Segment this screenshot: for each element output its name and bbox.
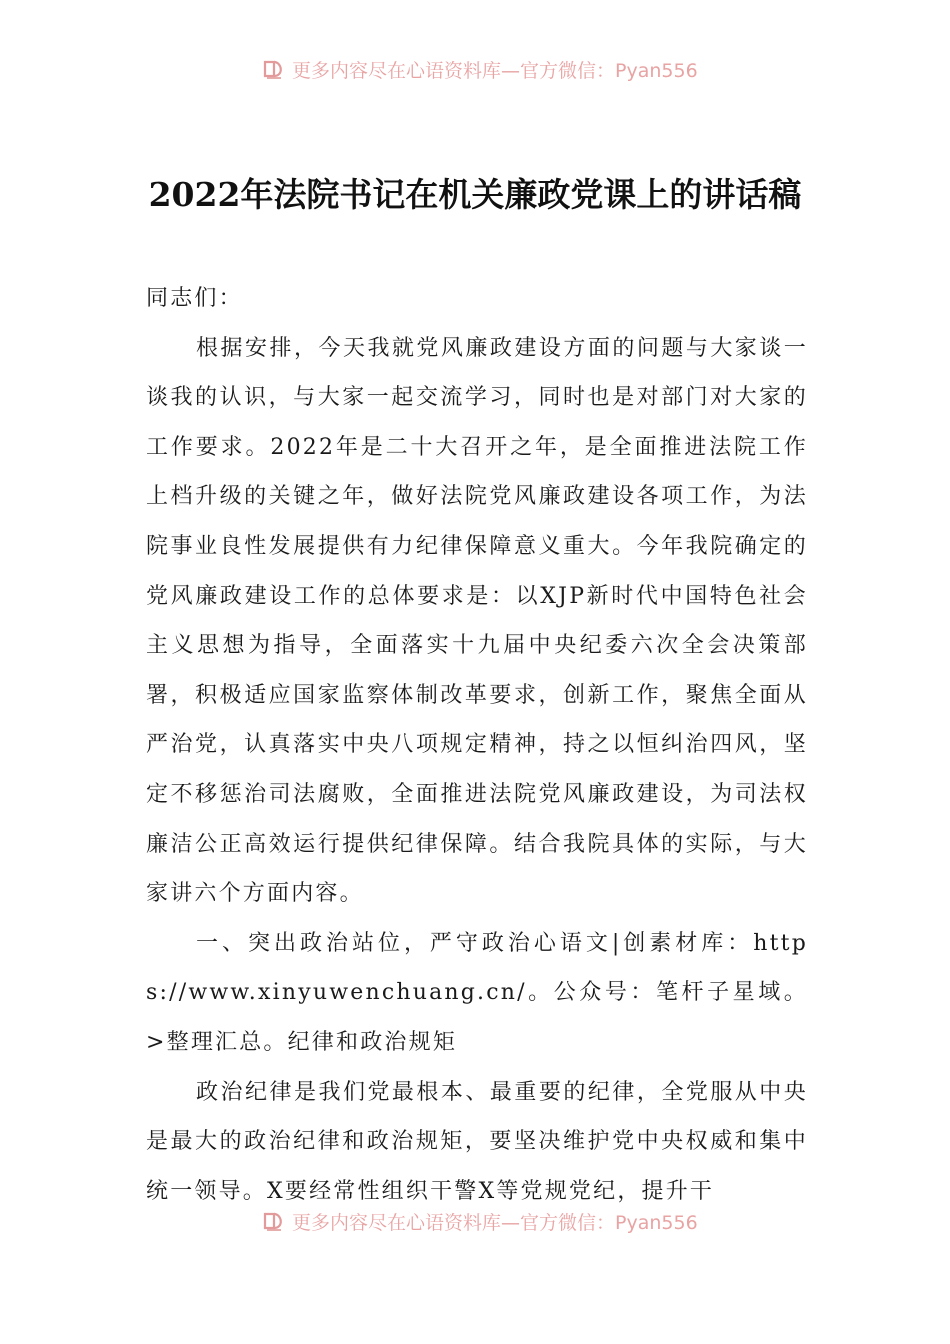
watermark-top (262, 56, 742, 82)
watermark-text: 更多内容尽在心语资料库—官方微信：Pyan556 (292, 1211, 698, 1234)
logo-icon (262, 58, 286, 80)
logo-icon (262, 1210, 286, 1232)
salutation: 同志们： (146, 286, 243, 311)
document-body (146, 274, 808, 1216)
paragraph-2: 一、突出政治站位，严守政治心语文|创素材库：https://www.xinyuwenchuang.cn/。公众号：笔杆子星域。>整理汇总。纪律和政治规矩 (146, 930, 808, 1055)
paragraph-3: 政治纪律是我们党最根本、最重要的纪律，全党服从中央是最大的政治纪律和政治规矩，要坚决维护党中央权威和集中统一领导。X要经常性组织干警X等党规党纪，提升干 (146, 1079, 808, 1204)
document-title: 2022年法院书记在机关廉政党课上的讲话稿 (148, 175, 802, 214)
watermark-bottom (262, 1208, 742, 1234)
paragraph-1: 根据安排，今天我就党风廉政建设方面的问题与大家谈一谈我的认识，与大家一起交流学习，同时也是对部门对大家的工作要求。2022年是二十大召开之年，是全面推进法院工作上档升级的关键之年，做好法院党风廉政建设各项工作，为法院事业良性发展提供有力纪律保障意义重大。今年我院确定的党风廉政建设工作的总体要求是：以XJP新时代中国特色社会主义思想为指导，全面落实十九届中央纪委六次全会决策部署，积极适应国家监察体制改革要求，创新工作，聚焦全面从严治党，认真落实中央八项规定精神，持之以恒纠治四风，坚定不移惩治司法腐败，全面推进法院党风廉政建设，为司法权廉洁公正高效运行提供纪律保障。结合我院具体的实际，与大家讲六个方面内容。 (146, 335, 808, 907)
watermark-text: 更多内容尽在心语资料库—官方微信：Pyan556 (292, 59, 698, 82)
